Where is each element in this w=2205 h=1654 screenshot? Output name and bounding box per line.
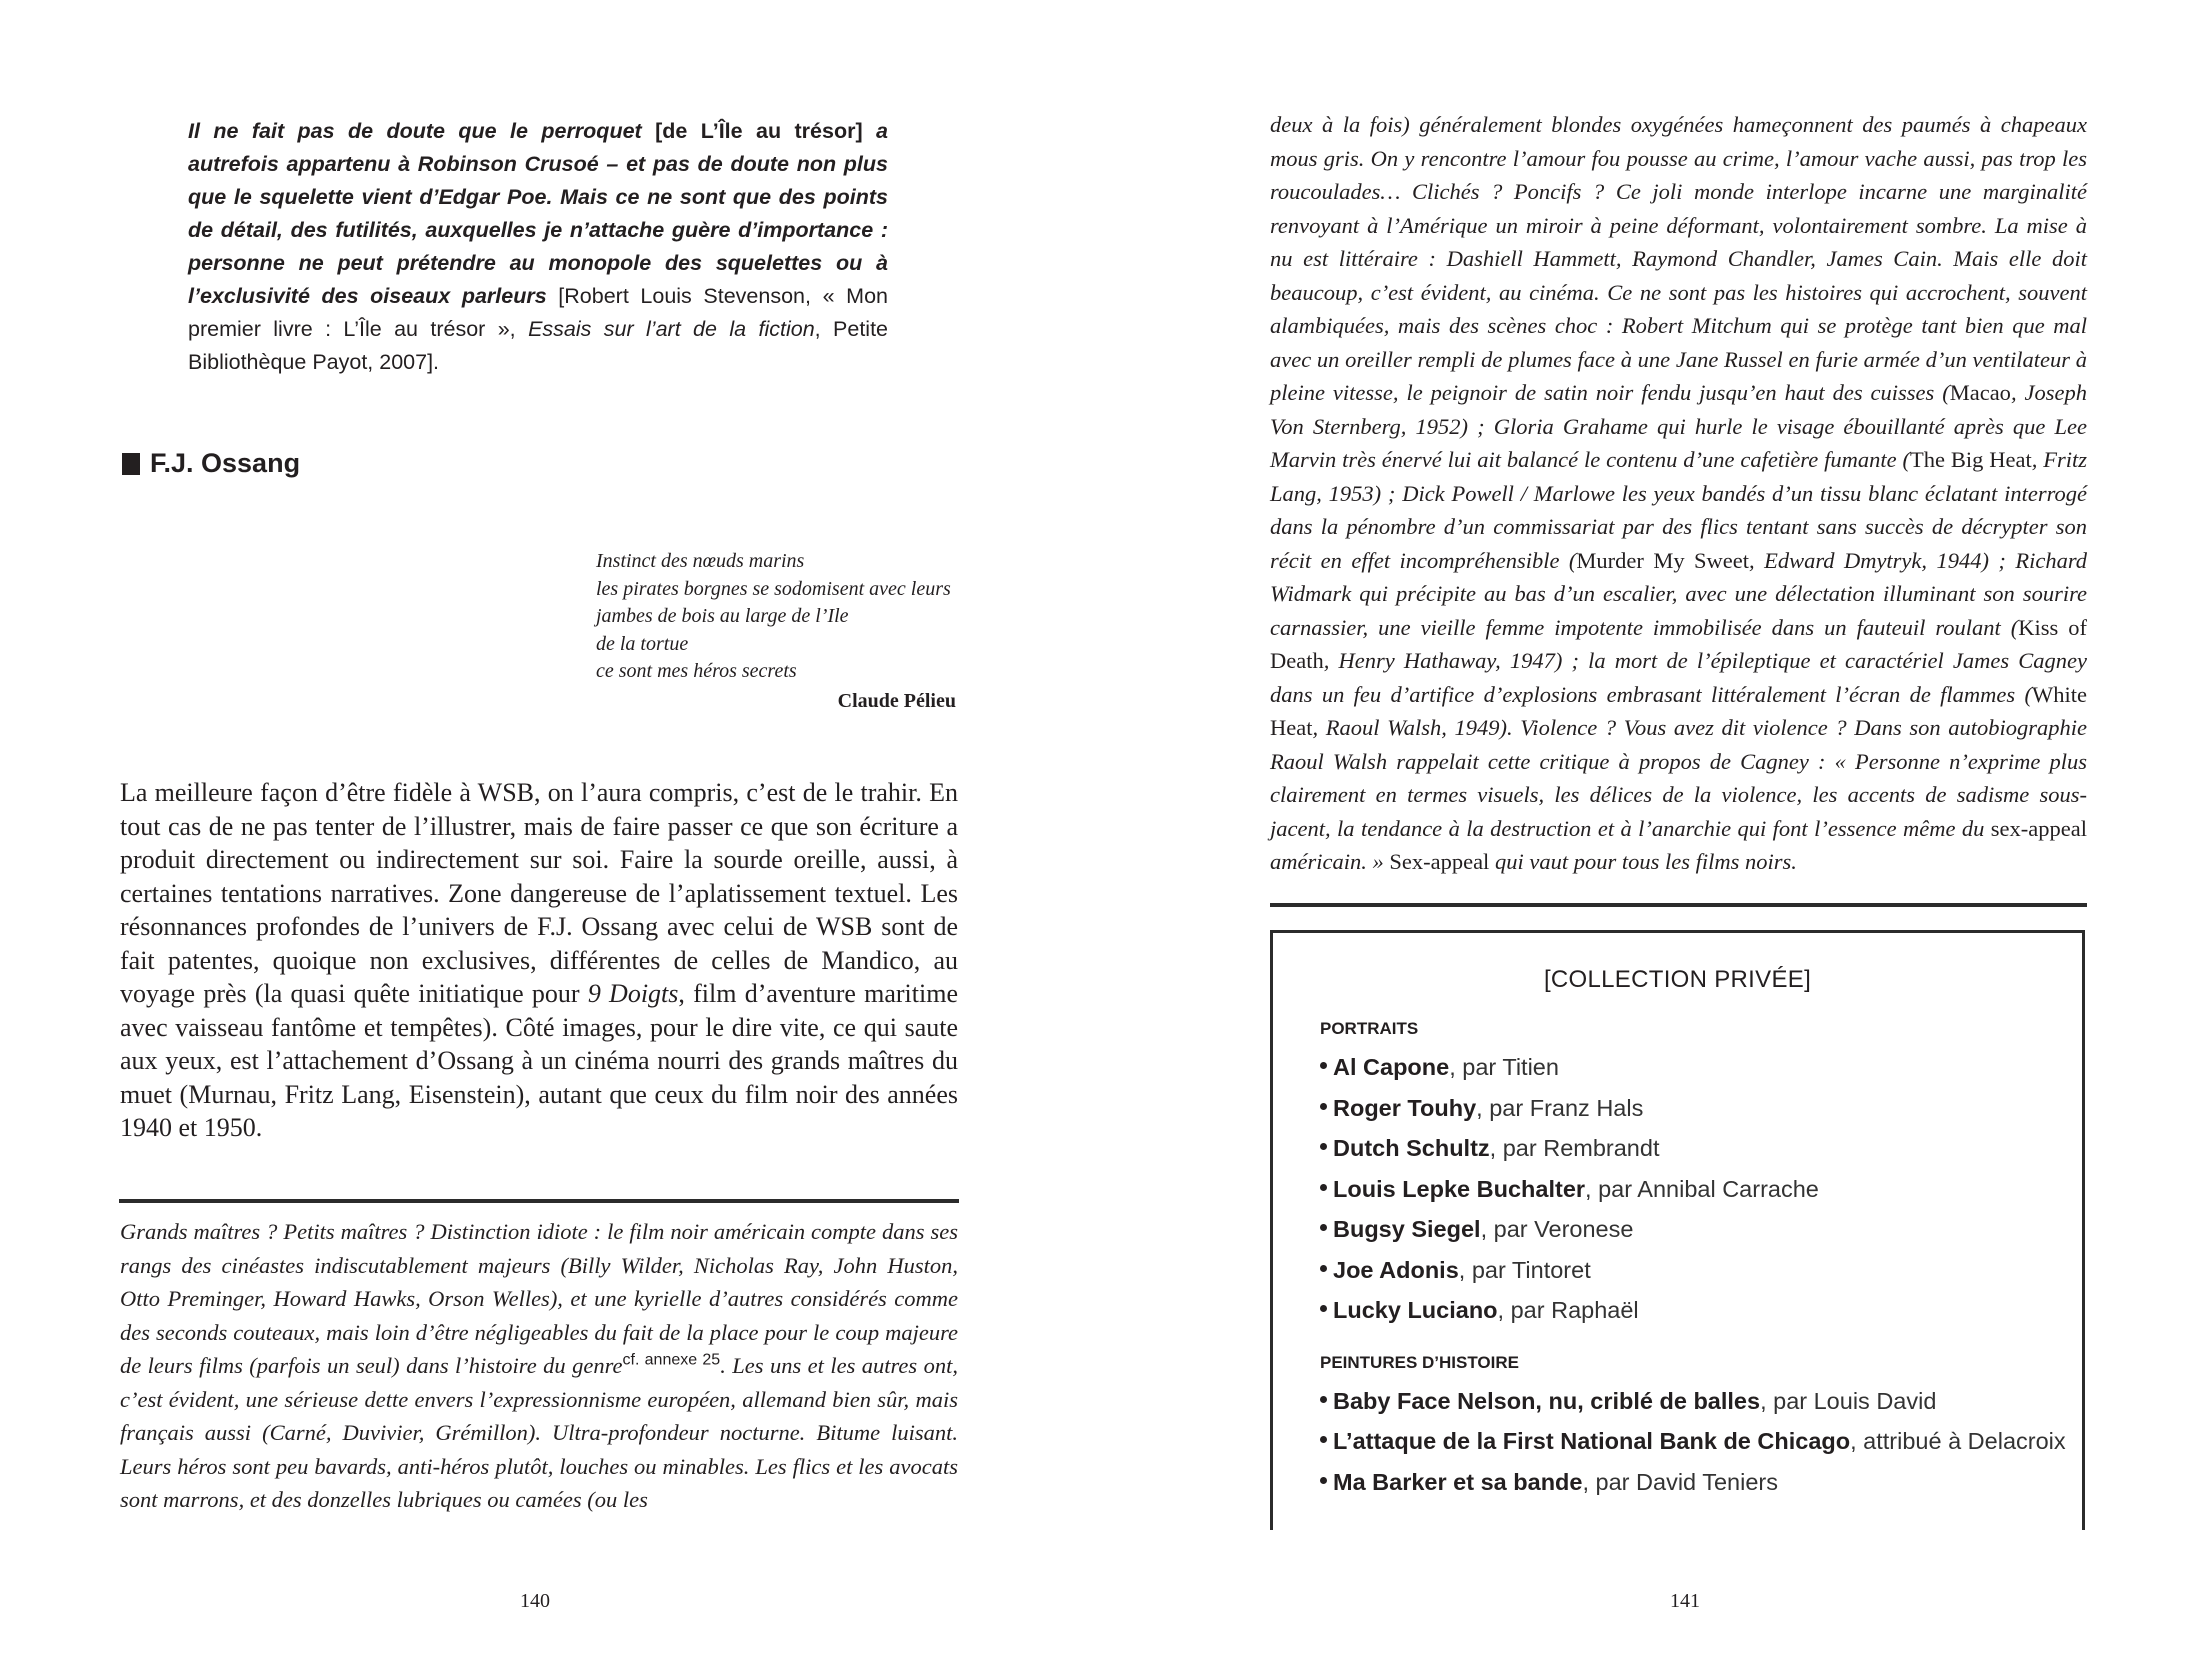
bullet-icon bbox=[1320, 1477, 1327, 1484]
history-heading: PEINTURES D’HISTOIRE bbox=[1320, 1352, 1519, 1372]
item-subject: Roger Touhy bbox=[1333, 1094, 1477, 1121]
item-artist: , par Tintoret bbox=[1458, 1256, 1591, 1283]
film-title: Murder My Sweet bbox=[1576, 547, 1750, 573]
poem-line: les pirates borgnes se sodomisent avec leurs bbox=[596, 577, 951, 600]
poem-line: de la tortue bbox=[596, 632, 689, 655]
aside-text-left bbox=[120, 1215, 958, 1517]
epigraph-text-1: Il ne fait pas de doute que le perroquet bbox=[188, 119, 642, 143]
aside-segment: , Joseph Von Sternberg, 1952) ; Gloria Grahame qui hurle le visage ébouillanté après que Lee Marvin très énervé lui ait balancé le contenu d’une cafetière fumante ( bbox=[1270, 380, 2087, 472]
collection-title: [COLLECTION PRIVÉE] bbox=[1543, 966, 1812, 993]
poem-author: Claude Pélieu bbox=[837, 689, 956, 712]
aside-segment: , Raoul Walsh, 1949). Violence ? Vous avez dit violence ? Dans son autobiographie Raoul Walsh rappelait cette critique à propos de Cagney : « Personne n’exprime plus clairement en termes visuels, les délices de la violence, les accents de sadisme sous-jacent, la tendance à la destruction et à l’anarchie qui font l’essence même du bbox=[1270, 715, 2087, 841]
history-list bbox=[1320, 1381, 2082, 1503]
left-page bbox=[0, 0, 1102, 1654]
item-artist: , par Raphaël bbox=[1497, 1297, 1639, 1323]
bullet-icon bbox=[1320, 1103, 1327, 1110]
bullet-icon bbox=[1320, 1224, 1327, 1231]
aside-segment: , Henry Hathaway, 1947) ; la mort de l’épileptique et caractériel James Cagney dans un feu d’artifice d’explosions embrasant littéralement l’écran de flammes ( bbox=[1270, 648, 2087, 707]
poem-line: Instinct des nœuds marins bbox=[596, 550, 805, 572]
item-subject: Dutch Schultz bbox=[1333, 1135, 1490, 1161]
section-heading bbox=[122, 448, 300, 479]
item-subject: Al Capone bbox=[1333, 1054, 1450, 1080]
poem-epigraph bbox=[596, 548, 956, 715]
page-number: 141 bbox=[1670, 1590, 1700, 1612]
page-number: 140 bbox=[520, 1590, 550, 1612]
bullet-icon bbox=[1320, 1143, 1327, 1150]
body-paragraph bbox=[120, 776, 958, 1145]
section-heading-text: F.J. Ossang bbox=[150, 448, 301, 478]
film-title: 9 Doigts bbox=[587, 979, 679, 1008]
item-subject: Bugsy Siegel bbox=[1333, 1216, 1481, 1242]
bullet-icon bbox=[1320, 1436, 1327, 1443]
item-subject: L’attaque de la First National Bank de Chicago bbox=[1333, 1428, 1851, 1454]
item-artist: , par Veronese bbox=[1480, 1216, 1634, 1242]
list-item bbox=[1320, 1209, 2082, 1250]
item-subject: Joe Adonis bbox=[1333, 1256, 1459, 1283]
epigraph-text-2: a autrefois appartenu à Robinson Crusoé – et pas de doute non plus que le squelette vient d’Edgar Poe. Mais ce ne sont que des points de détail, des futilités, auxquelles je n’attache guère d’importance : personne ne peut prétendre au monopole des squelettes ou à l’exclusivité des oiseaux parleurs bbox=[188, 119, 889, 308]
item-subject: Lucky Luciano bbox=[1333, 1297, 1498, 1323]
aside-text-right bbox=[1270, 108, 2087, 879]
emphasis-word: Sex-appeal bbox=[1389, 849, 1490, 874]
aside-divider bbox=[1270, 903, 2087, 907]
list-item bbox=[1320, 1169, 2082, 1210]
film-title: Kiss of Death bbox=[1270, 614, 2087, 673]
list-item bbox=[1320, 1381, 2082, 1422]
item-subject: Baby Face Nelson, nu, criblé de balles bbox=[1333, 1387, 1761, 1414]
bullet-icon bbox=[1320, 1184, 1327, 1191]
emphasis-word: sex-appeal bbox=[1990, 815, 2087, 841]
bullet-icon bbox=[1320, 1062, 1327, 1069]
item-artist: , par David Teniers bbox=[1582, 1468, 1778, 1495]
item-artist: , par Annibal Carrache bbox=[1585, 1175, 1819, 1202]
item-artist: , par Louis David bbox=[1760, 1387, 1937, 1414]
bullet-icon bbox=[1320, 1305, 1327, 1312]
epigraph-bracket: [de L’Île au trésor] bbox=[655, 119, 863, 143]
film-title: White Heat bbox=[1270, 681, 2087, 740]
portraits-list bbox=[1320, 1047, 2082, 1331]
epigraph-quote bbox=[188, 115, 888, 379]
aside-segment: qui vaut pour tous les films noirs. bbox=[1489, 849, 1797, 874]
item-artist: , par Franz Hals bbox=[1476, 1094, 1644, 1121]
aside-divider bbox=[119, 1199, 959, 1203]
list-item bbox=[1320, 1290, 2082, 1331]
list-item bbox=[1320, 1088, 2082, 1129]
film-title: The Big Heat bbox=[1909, 447, 2032, 472]
aside-text-1: Grands maîtres ? Petits maîtres ? Distinction idiote : le film noir américain compte dans ses rangs des cinéastes indiscutablement majeurs (Billy Wilder, Nicholas Ray, John Huston, Otto Preminger, Howard Hawks, Orson Welles), et une kyrielle d’autres considérés comme des seconds couteaux, mais loin d’être négligeables du fait de la place pour le coup majeure de leurs films (parfois un seul) dans l’histoire du genre bbox=[120, 1219, 958, 1378]
aside-segment: , Fritz Lang, 1953) ; Dick Powell / Marlowe les yeux bandés d’un tissu blanc éclatant interrogé dans la pénombre d’un commissariat par des flics tentant sans succès de décrypter son récit en effet incompréhensible ( bbox=[1270, 447, 2088, 573]
bullet-icon bbox=[1320, 1396, 1327, 1403]
poem-line: jambes de bois au large de l’Ile bbox=[596, 605, 849, 627]
poem-line: ce sont mes héros secrets bbox=[596, 660, 797, 682]
body-text-2: , film d’aventure maritime avec vaisseau fantôme et tempêtes). Côté images, pour le dire vite, ce qui saute aux yeux, est l’attachement d’Ossang à un cinéma nourri des grands maîtres du muet (Murnau, Fritz Lang, Eisenstein), autant que ceux du film noir des années 1940 et 1950. bbox=[120, 979, 958, 1142]
item-artist: , par Rembrandt bbox=[1489, 1135, 1660, 1161]
item-artist: , par Titien bbox=[1449, 1054, 1559, 1080]
list-item bbox=[1320, 1462, 2082, 1503]
square-bullet-icon bbox=[122, 453, 140, 475]
list-item bbox=[1320, 1128, 2082, 1169]
body-text-1: La meilleure façon d’être fidèle à WSB, on l’aura compris, c’est de le trahir. En tout cas de ne pas tenter de l’illustrer, mais de faire passer ce que son écriture a produit directement ou indirectement sur soi. Faire la sourde oreille, aussi, à certaines tentations narratives. Zone dangereuse de l’aplatissement textuel. Les résonnances profondes de l’univers de F.J. Ossang avec celui de WSB sont de fait patentes, quoique non exclusives, différentes de celles de Mandico, au voyage près (la quasi quête initiatique pour bbox=[120, 778, 958, 1008]
item-subject: Louis Lepke Buchalter bbox=[1333, 1175, 1586, 1202]
aside-segment: américain. » bbox=[1270, 849, 1390, 874]
epigraph-citation-title: Essais sur l’art de la fiction bbox=[528, 317, 815, 341]
aside-segment: deux à la fois) généralement blondes oxygénées hameçonnent des paumés à chapeaux mous gris. On y rencontre l’amour fou pousse au crime, l’amour vache aussi, pas trop les roucoulades… Clichés ? Poncifs ? Ce joli monde interlope incarne une marginalité renvoyant à l’Amérique un miroir à peine déformant, volontairement sombre. La mise à nu est littéraire : Dashiell Hammett, Raymond Chandler, James Cain. Mais elle doit beaucoup, c’est évident, au cinéma. Ce ne sont pas les histoires qui accrochent, souvent alambiquées, mais des scènes choc : Robert Mitchum qui se protège tant bien que mal avec un oreiller rempli de plumes face à une Jane Russel en furie armée d’un ventilateur à pleine vitesse, le peignoir de satin noir fendu jusqu’en haut des cuisses ( bbox=[1270, 112, 2087, 405]
film-title: Macao bbox=[1949, 380, 2011, 405]
list-item bbox=[1320, 1250, 2082, 1291]
item-artist: , attribué à Delacroix bbox=[1850, 1428, 2066, 1454]
aside-text-2: . Les uns et les autres ont, c’est évident, une sérieuse dette envers l’expressionnisme européen, allemand bien sûr, mais français aussi (Carné, Duvivier, Grémillon). Ultra-profondeur nocturne. Bitume luisant. Leurs héros sont peu bavards, anti-héros plutôt, louches ou minables. Les flics et les avocats sont marrons, et des donzelles lubriques ou camées (ou les bbox=[120, 1353, 958, 1512]
list-item bbox=[1320, 1421, 2082, 1462]
epigraph-citation-2: , Petite Bibliothèque Payot, 2007]. bbox=[188, 317, 888, 374]
list-item bbox=[1320, 1047, 2082, 1088]
epigraph-citation-1: [Robert Louis Stevenson, « Mon premier livre : L’Île au trésor », bbox=[188, 284, 888, 341]
portraits-heading: PORTRAITS bbox=[1320, 1019, 1419, 1038]
item-subject: Ma Barker et sa bande bbox=[1333, 1468, 1583, 1495]
annex-reference: cf. annexe 25 bbox=[622, 1351, 721, 1369]
aside-segment: , Edward Dmytryk, 1944) ; Richard Widmark qui précipite au bas d’un escalier, avec une délectation illuminant son sourire carnassier, une vieille femme impotente immobilisée dans un fauteuil roulant ( bbox=[1270, 547, 2087, 640]
bullet-icon bbox=[1320, 1265, 1327, 1272]
collection-box bbox=[1270, 930, 2085, 1530]
